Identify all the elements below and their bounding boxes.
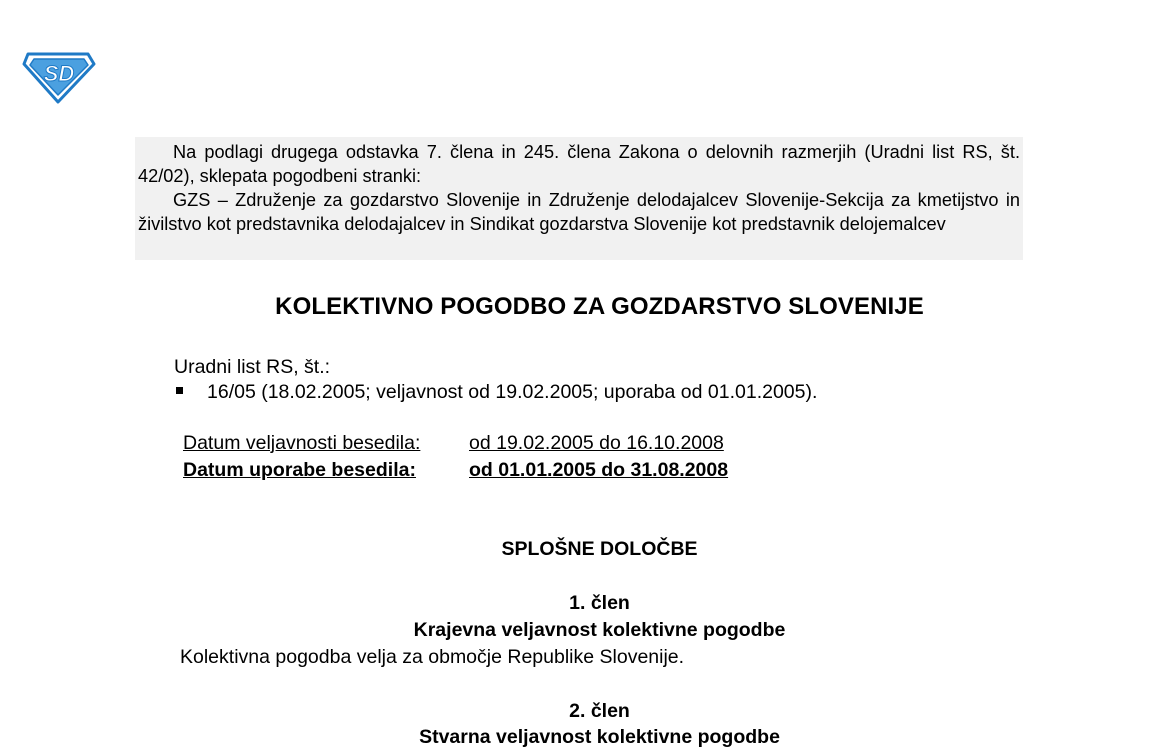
document-title: KOLEKTIVNO POGODBO ZA GOZDARSTVO SLOVENIJE [275,293,924,320]
article-number: 1. člen [569,592,630,614]
article-title: Stvarna veljavnost kolektivne pogodbe [419,726,780,748]
validity-dates [183,432,728,486]
article-text: Kolektivna pogodba velja za območje Republike Slovenije. [180,646,685,668]
validity-row [183,432,728,459]
sd-shield-logo-icon [22,48,96,104]
usage-row [183,459,728,486]
article-number: 2. člen [569,700,630,722]
logo-letters: SD [43,61,75,86]
preamble [135,137,1023,260]
gazette-item-text: 16/05 (18.02.2005; veljavnost od 19.02.2005; uporaba od 01.01.2005). [207,381,818,403]
gazette-label: Uradni list RS, št.: [174,356,331,378]
article-title: Krajevna veljavnost kolektivne pogodbe [413,619,786,641]
square-bullet-icon [176,387,183,394]
validity-value: od 19.02.2005 do 16.10.2008 [469,432,724,454]
usage-label: Datum uporabe besedila: [183,459,416,481]
gazette-list-item [174,381,817,404]
preamble-paragraph-2: GZS – Združenje za gozdarstvo Slovenije in Združenje delodajalcev Slovenije-Sekcija za kmetijstvo in živilstvo kot predstavnika delodajalcev in Sindikat gozdarstva Slovenije kot predstavnik delojemalcev [138,190,1020,234]
usage-value: od 01.01.2005 do 31.08.2008 [469,459,729,481]
section-title: SPLOŠNE DOLOČBE [501,538,698,560]
validity-label: Datum veljavnosti besedila: [183,432,421,454]
sd-logo [22,48,96,104]
preamble-paragraph-1: Na podlagi drugega odstavka 7. člena in 245. člena Zakona o delovnih razmerjih (Uradni list RS, št. 42/02), sklepata pogodbeni stranki: [138,142,1020,186]
